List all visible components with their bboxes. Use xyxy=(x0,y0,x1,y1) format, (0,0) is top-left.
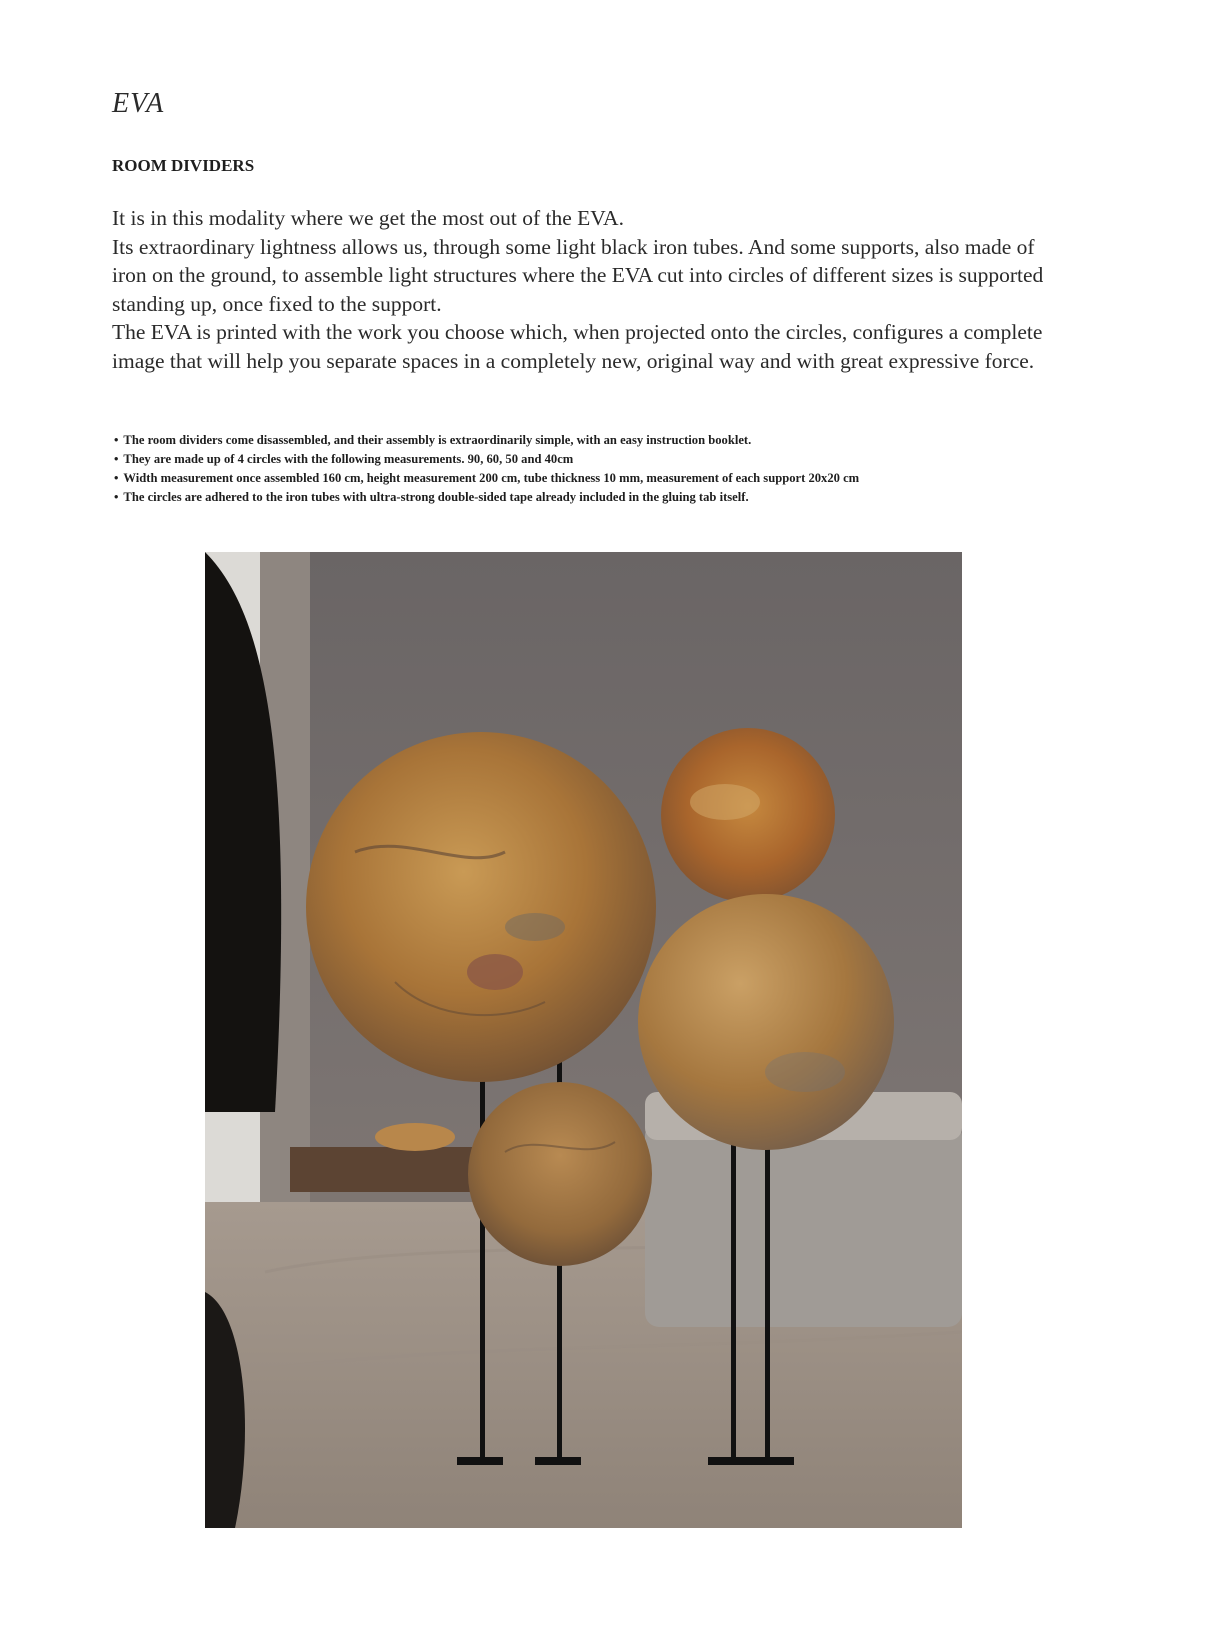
intro-paragraph: Its extraordinary lightness allows us, through some light black iron tubes. And some supports, also made of iron on the ground, to assemble light structures where the EVA cut into circles of different sizes is supported standing up, once fixed to the support. xyxy=(112,234,1044,316)
spec-item: • Width measurement once assembled 160 cm, height measurement 200 cm, tube thickness 10 mm, measurement of each support 20x20 cm xyxy=(114,469,1114,488)
spec-list xyxy=(114,431,1114,507)
room-divider-illustration xyxy=(205,552,962,1528)
intro-text xyxy=(112,204,1072,376)
floor-support xyxy=(457,1457,503,1465)
document-title: EVA xyxy=(112,88,165,119)
eva-circle-large xyxy=(306,732,656,1082)
eva-circle-right xyxy=(638,894,894,1150)
floor-support xyxy=(708,1457,794,1465)
spec-item: • The circles are adhered to the iron tubes with ultra-strong double-sided tape already included in the gluing tab itself. xyxy=(114,488,1114,507)
iron-tube xyxy=(765,1122,770,1462)
section-heading: ROOM DIVIDERS xyxy=(112,156,255,175)
iron-tube xyxy=(480,1042,485,1462)
floor-support xyxy=(535,1457,581,1465)
spec-item: • They are made up of 4 circles with the following measurements. 90, 60, 50 and 40cm xyxy=(114,450,1114,469)
intro-paragraph: It is in this modality where we get the most out of the EVA. xyxy=(112,206,624,230)
intro-paragraph: The EVA is printed with the work you choose which, when projected onto the circles, configures a complete image that will help you separate spaces in a completely new, original way and with great expressive force. xyxy=(112,320,1043,373)
eva-circle-bottom xyxy=(468,1082,652,1266)
bowl xyxy=(375,1123,455,1151)
spec-item: • The room dividers come disassembled, and their assembly is extraordinarily simple, with an easy instruction booklet. xyxy=(114,431,1114,450)
room-divider-photo xyxy=(205,552,962,1528)
bed xyxy=(645,1122,962,1327)
